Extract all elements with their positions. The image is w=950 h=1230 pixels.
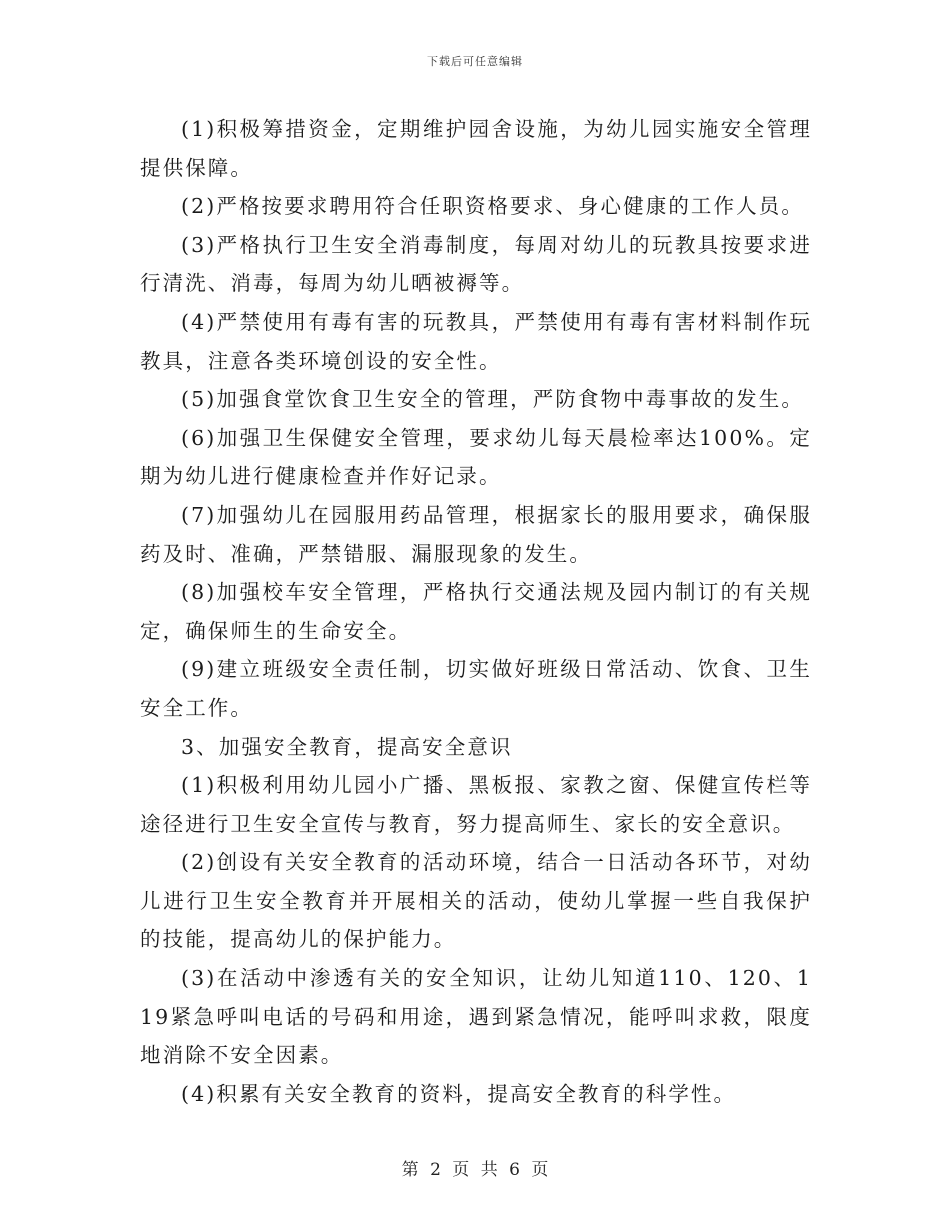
paragraph-7: (7)加强幼儿在园服用药品管理，根据家长的服用要求，确保服药及时、准确，严禁错服、漏服现象的发生。 [140, 502, 812, 566]
section-heading: 3、加强安全教育，提高安全意识 [181, 734, 513, 759]
paragraph-8: (8)加强校车安全管理，严格执行交通法规及园内制订的有关规定，确保师生的生命安全。 [140, 580, 812, 643]
paragraph-13: (4)积累有关安全教育的资料，提高安全教育的科学性。 [181, 1081, 737, 1106]
paragraph-10: (1)积极利用幼儿园小广播、黑板报、家教之窗、保健宣传栏等途径进行卫生安全宣传与教育，努力提高师生、家长的安全意识。 [140, 773, 812, 836]
paragraph-12: (3)在活动中渗透有关的安全知识，让幼儿知道110、120、119紧急呼叫电话的号码和用途，遇到紧急情况，能呼叫求救，限度地消除不安全因素。 [140, 966, 812, 1068]
paragraph-9: (9)建立班级安全责任制，切实做好班级日常活动、饮食、卫生安全工作。 [140, 657, 812, 720]
document-body [140, 110, 812, 1113]
paragraph-2: (2)严格按要求聘用符合任职资格要求、身心健康的工作人员。 [181, 194, 804, 219]
paragraph-4: (4)严禁使用有毒有害的玩教具，严禁使用有毒有害材料制作玩教具，注意各类环境创设的安全性。 [140, 309, 812, 373]
paragraph-5: (5)加强食堂饮食卫生安全的管理，严防食物中毒事故的发生。 [181, 387, 804, 412]
paragraph-6: (6)加强卫生保健安全管理，要求幼儿每天晨检率达100%。定期为幼儿进行健康检查并作好记录。 [140, 425, 812, 489]
paragraph-1: (1)积极筹措资金，定期维护园舍设施，为幼儿园实施安全管理提供保障。 [140, 117, 812, 180]
page-header: 下载后可任意编辑 [427, 55, 523, 68]
paragraph-11: (2)创设有关安全教育的活动环境，结合一日活动各环节，对幼儿进行卫生安全教育并开展相关的活动，使幼儿掌握一些自我保护的技能，提高幼儿的保护能力。 [140, 850, 812, 952]
paragraph-3: (3)严格执行卫生安全消毒制度，每周对幼儿的玩教具按要求进行清洗、消毒，每周为幼儿晒被褥等。 [140, 232, 812, 296]
page-number: 第 2 页 共 6 页 [401, 1160, 549, 1180]
